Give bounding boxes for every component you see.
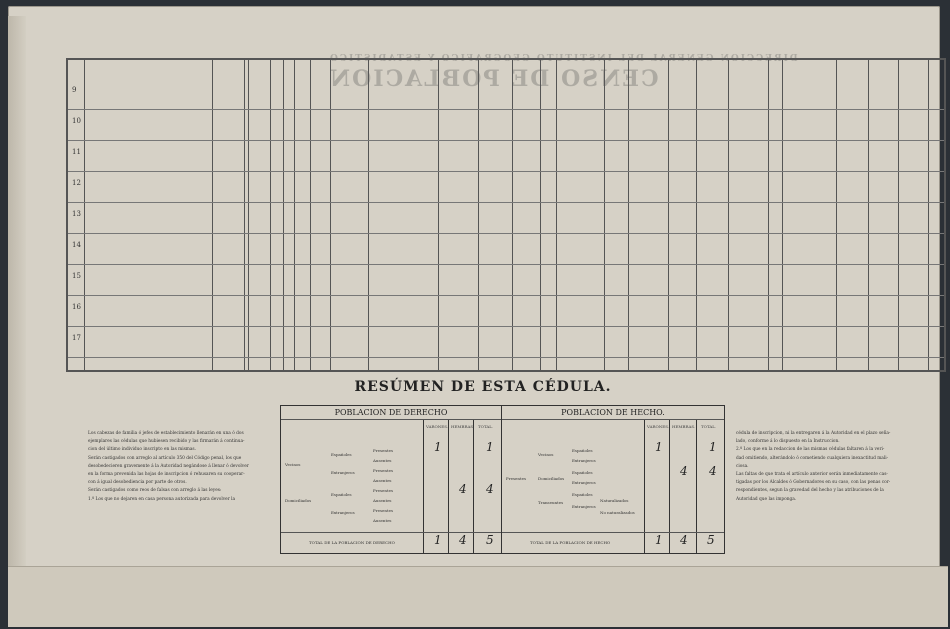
- col-total: TOTAL.: [478, 424, 494, 429]
- grid-column-line: [330, 60, 331, 370]
- paper-edge: [8, 16, 26, 616]
- row-label: Vecinos: [285, 462, 301, 467]
- grid-column-line: [283, 60, 284, 370]
- row-label: Extranjeros: [572, 480, 596, 485]
- row-label: Extranjeros: [572, 504, 596, 509]
- handwritten-number: 1: [434, 440, 442, 454]
- row-label: Extranjeros: [572, 458, 596, 463]
- page-curl: [8, 566, 948, 627]
- row-label: Españoles: [572, 492, 593, 497]
- hecho-total-label: TOTAL DE LA POBLACION DE HECHO: [530, 540, 611, 545]
- grid-column-line: [668, 60, 669, 370]
- grid-column-line: [84, 60, 85, 370]
- grid-column-line: [310, 60, 311, 370]
- grid-column-line: [728, 60, 729, 370]
- entry-grid: [66, 58, 946, 372]
- handwritten-number: 1: [434, 533, 442, 547]
- derecho-total-label: TOTAL DE LA POBLACION DE DERECHO: [309, 540, 395, 545]
- handwritten-number: 4: [680, 533, 688, 547]
- grid-row-line: [68, 264, 944, 265]
- grid-column-line: [248, 60, 249, 370]
- left-instructions: Los cabezas de familia ó jefes de establecimiento llenarán en una ó dos ejemplares las cédulas que hubiesen recibido y las firmarán á continua- cion del último individuo inscripto en las mismas. Serán castigados con arreglo al artículo 350 del Código penal, los que desobedecieren gravemente á la Autoridad negándose á llenar ó devolver en la forma prevenida las hojas de inscripcion ó rehusaren su cooperar- con á igual desobediencia por parte de otros. Serán castigados como reos de falsas con arreglo á las leyes: 1.º Los que no dejaren en casa persona autorizada para devolver la: [88, 431, 249, 502]
- row-number: 12: [72, 179, 81, 187]
- handwritten-number: 1: [709, 440, 717, 454]
- bleed-through-header: DIRECCION GENERAL DEL INSTITUTO GEOGRAFICO Y ESTADISTICO: [328, 54, 798, 64]
- col-total: TOTAL.: [701, 424, 717, 429]
- grid-column-line: [540, 60, 541, 370]
- handwritten-number: 5: [707, 533, 715, 547]
- grid-column-line: [696, 60, 697, 370]
- row-label: Españoles: [331, 492, 352, 497]
- derecho-title: POBLACION DE DERECHO: [334, 408, 448, 417]
- grid-row-line: [68, 295, 944, 296]
- col-varones: VARONES.: [426, 424, 449, 429]
- row-label: Ausentes: [373, 458, 392, 463]
- row-label: Españoles: [331, 452, 352, 457]
- handwritten-number: 5: [486, 533, 494, 547]
- grid-column-line: [556, 60, 557, 370]
- grid-column-line: [294, 60, 295, 370]
- grid-column-line: [212, 60, 213, 370]
- grid-column-line: [628, 60, 629, 370]
- handwritten-number: 4: [680, 464, 688, 478]
- row-label: Domiciliados: [285, 498, 312, 503]
- handwritten-number: 1: [655, 440, 663, 454]
- row-label: Presentes: [373, 508, 393, 513]
- census-sheet: [8, 6, 940, 618]
- row-label: Ausentes: [373, 518, 392, 523]
- handwritten-number: 1: [486, 440, 494, 454]
- row-number: 10: [72, 117, 81, 125]
- grid-column-line: [604, 60, 605, 370]
- grid-row-line: [68, 171, 944, 172]
- col-hembras: HEMBRAS.: [451, 424, 475, 429]
- row-label: Naturalizados: [600, 498, 629, 503]
- row-label: Presentes: [506, 476, 526, 481]
- row-number: 11: [72, 148, 81, 156]
- grid-row-line: [68, 357, 944, 358]
- handwritten-number: 4: [486, 482, 494, 496]
- row-label: Extranjeros: [331, 470, 355, 475]
- row-label: Presentes: [373, 468, 393, 473]
- bleed-through-title: CENSO DE POBLACION: [328, 66, 659, 92]
- row-label: Presentes: [373, 448, 393, 453]
- grid-column-line: [368, 60, 369, 370]
- handwritten-number: 4: [459, 482, 467, 496]
- row-number: 9: [72, 86, 77, 94]
- summary-heading: RESÚMEN DE ESTA CÉDULA.: [354, 379, 612, 395]
- row-label: Transeuntes: [538, 500, 564, 505]
- grid-column-line: [868, 60, 869, 370]
- row-number: 15: [72, 272, 81, 280]
- row-label: No naturalizados: [600, 510, 635, 515]
- row-number: 13: [72, 210, 81, 218]
- row-number: 14: [72, 241, 81, 249]
- col-varones: VARONES.: [647, 424, 670, 429]
- grid-column-line: [928, 60, 929, 370]
- grid-row-line: [68, 326, 944, 327]
- handwritten-number: 4: [459, 533, 467, 547]
- row-label: Españoles: [572, 448, 593, 453]
- grid-column-line: [244, 60, 245, 370]
- hecho-title: POBLACION DE HECHO.: [561, 408, 665, 417]
- grid-row-line: [68, 233, 944, 234]
- row-label: Ausentes: [373, 498, 392, 503]
- grid-column-line: [270, 60, 271, 370]
- grid-column-line: [768, 60, 769, 370]
- right-instructions: cédula de inscripcion, ni la entregaren á la Autoridad en el plazo seña- lado, conforme á lo dispuesto en la Instruccion. 2.º Los que en la redaccion de las mismas cédulas faltaren á la veri- dad omitiendo, alterándolo ó cometiendo cualquiera inexactitud mali- ciosa. Las faltas de que trata el artículo anterior serán inmediatamente cas- tigadas por los Alcaldes ó Gobernadores en su caso, con las penas cor- respondientes, segun la gravedad del hecho y las atribuciones de la Autoridad que las imponga.: [736, 431, 891, 502]
- grid-column-line: [782, 60, 783, 370]
- hecho-section: [502, 406, 724, 553]
- col-hembras: HEMBRAS.: [672, 424, 696, 429]
- grid-row-line: [68, 140, 944, 141]
- summary-table: [280, 405, 725, 554]
- derecho-section: [281, 406, 501, 553]
- grid-column-line: [836, 60, 837, 370]
- handwritten-number: 4: [709, 464, 717, 478]
- grid-column-line: [478, 60, 479, 370]
- row-label: Vecinos: [538, 452, 554, 457]
- grid-row-line: [68, 202, 944, 203]
- row-label: Extranjeros: [331, 510, 355, 515]
- grid-column-line: [898, 60, 899, 370]
- grid-column-line: [512, 60, 513, 370]
- row-label: Españoles: [572, 470, 593, 475]
- grid-column-line: [438, 60, 439, 370]
- row-number: 16: [72, 303, 81, 311]
- grid-row-line: [68, 109, 944, 110]
- row-label: Ausentes: [373, 478, 392, 483]
- row-number: 17: [72, 334, 81, 342]
- handwritten-number: 1: [655, 533, 663, 547]
- row-label: Presentes: [373, 488, 393, 493]
- row-label: Domiciliados: [538, 476, 565, 481]
